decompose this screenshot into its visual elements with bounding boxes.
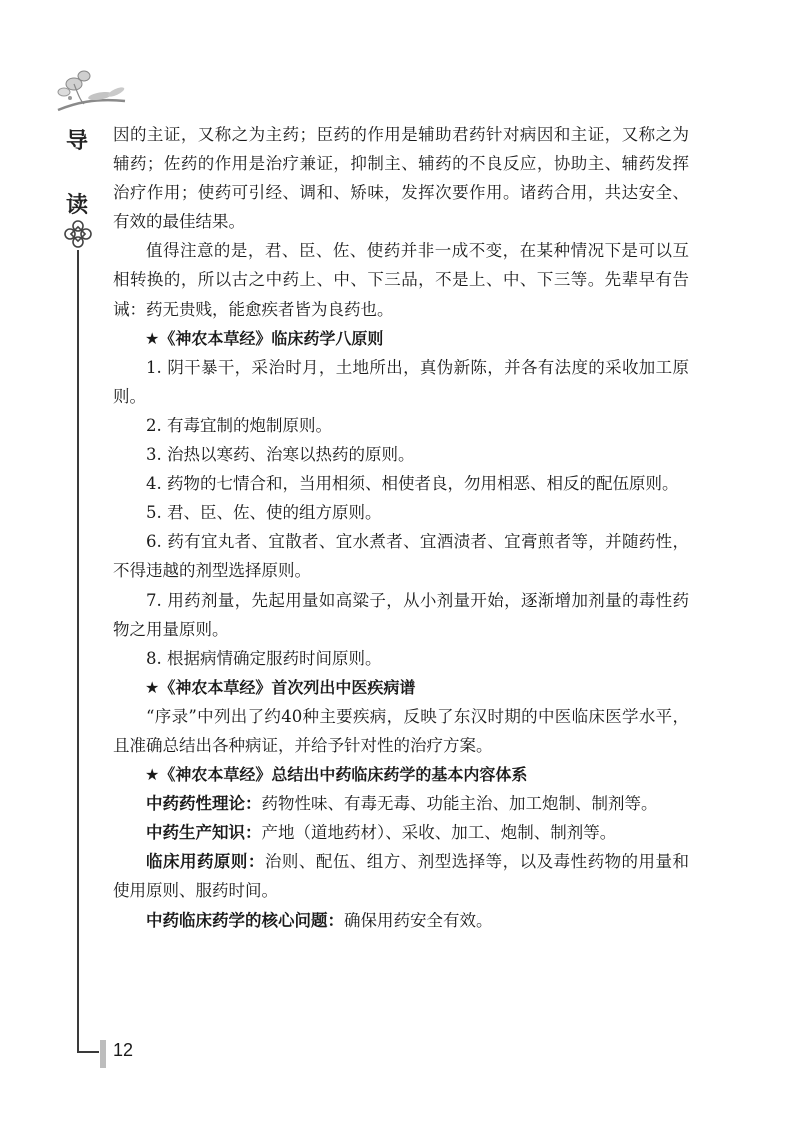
paragraph: 7. 用药剂量，先起用量如高粱子，从小剂量开始，逐渐增加剂量的毒性药物之用量原则。 xyxy=(113,590,689,639)
labeled-paragraph xyxy=(113,847,689,905)
paragraph-text: 确保用药安全有效。 xyxy=(344,910,493,930)
paragraph: 值得注意的是，君、臣、佐、使药并非一成不变，在某种情况下是可以互相转换的，所以古之中药上、中、下三品，不是上、中、下三等。先辈早有告诫：药无贵贱，能愈疾者皆为良药也。 xyxy=(113,241,689,319)
paragraph: 3. 治热以寒药、治寒以热药的原则。 xyxy=(146,445,415,465)
paragraph: 4. 药物的七情合和，当用相须、相使者良，勿用相恶、相反的配伍原则。 xyxy=(146,474,679,494)
body-text xyxy=(113,120,689,935)
labeled-paragraph xyxy=(113,789,689,818)
paragraph-text: 药物性味、有毒无毒、功能主治、加工炮制、制剂等。 xyxy=(261,794,658,814)
margin-rule xyxy=(77,250,79,1053)
paragraph: 2. 有毒宜制的炮制原则。 xyxy=(146,415,332,435)
paragraph: 1. 阴干暴干，采治时月，土地所出，真伪新陈，并各有法度的采收加工原则。 xyxy=(113,357,689,406)
paragraph-label: 中药生产知识： xyxy=(146,823,262,843)
page-number: 12 xyxy=(113,1040,134,1060)
paragraph: 6. 药有宜丸者、宜散者、宜水煮者、宜酒渍者、宜膏煎者等，并随药性，不得违越的剂型选择原则。 xyxy=(113,532,689,581)
knot-ornament-icon xyxy=(58,214,98,254)
paragraph: 8. 根据病情确定服药时间原则。 xyxy=(146,648,382,668)
flower-ornament-icon xyxy=(50,58,130,118)
labeled-paragraph xyxy=(113,818,689,847)
margin-rule-foot xyxy=(77,1051,99,1053)
side-label-du: 读 xyxy=(66,193,89,218)
section-heading: ★《神农本草经》总结出中药临床药学的基本内容体系 xyxy=(145,765,528,785)
paragraph-text: 治则、配伍、组方、剂型选择等，以及毒性药物的用量和使用原则、服药时间。 xyxy=(113,852,690,901)
paragraph: 5. 君、臣、佐、使的组方原则。 xyxy=(146,503,382,523)
labeled-paragraph xyxy=(113,906,689,935)
page-number-tab xyxy=(100,1040,106,1068)
paragraph-label: 中药药性理论： xyxy=(146,794,262,814)
section-heading: ★《神农本草经》首次列出中医疾病谱 xyxy=(145,677,416,697)
paragraph-text: 产地（道地药材）、采收、加工、炮制、制剂等。 xyxy=(261,823,617,843)
section-heading: ★《神农本草经》临床药学八原则 xyxy=(145,328,384,348)
paragraph-label: 中药临床药学的核心问题： xyxy=(146,910,344,930)
paragraph: “序录”中列出了约40种主要疾病，反映了东汉时期的中医临床医学水平，且准确总结出各种病证，并给予针对性的治疗方案。 xyxy=(113,706,689,755)
side-label-dao: 导 xyxy=(66,129,89,154)
paragraph: 因的主证，又称之为主药；臣药的作用是辅助君药针对病因和主证，又称之为辅药；佐药的作用是治疗兼证，抑制主、辅药的不良反应，协助主、辅药发挥治疗作用；使药可引经、调和、矫味，发挥次要作用。诸药合用，共达安全、有效的最佳结果。 xyxy=(113,125,689,232)
paragraph-label: 临床用药原则： xyxy=(146,852,265,872)
